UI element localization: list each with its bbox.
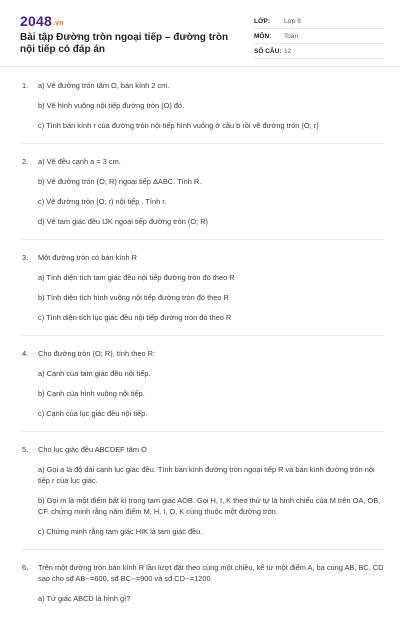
question-item	[22, 348, 384, 432]
question-number: 5.	[22, 445, 29, 454]
question-part: b) Gọi m là một điểm bất kì trong tam giác AOB. Gọi H, I, K theo thứ tự là hình chiếu của M trên OA, OB, CF. chứng minh rằng năm điểm M, H, I, O, K cùng thuộc một đường tròn.	[38, 496, 381, 516]
question-part: a) Gọi a là độ dài cạnh lục giác đều. Tính bán kính đường tròn ngoại tiếp R và bán kính đường tròn nội tiếp r của lục giác.	[38, 465, 375, 485]
meta-key: SỐ CÂU:	[254, 47, 282, 55]
meta-value: Toán	[284, 32, 299, 40]
meta-key: MÔN:	[254, 32, 272, 40]
question-part: c) Vẽ đường tròn (O; r) nội tiếp . Tính r.	[38, 197, 167, 206]
question-part: c) Chứng minh rằng tam giác HIK là tam giác đều.	[38, 527, 203, 536]
meta-row-subject	[254, 29, 384, 44]
meta-row-count	[254, 44, 384, 59]
question-text: Cho lục giác đều ABCDEF tâm O	[38, 445, 147, 454]
question-list	[22, 80, 384, 628]
meta-table	[254, 14, 384, 59]
question-part: a) Vẽ đều cạnh a = 3 cm.	[38, 157, 121, 166]
meta-row-class	[254, 14, 384, 29]
question-part: a) Vẽ đường tròn tâm O, bán kính 2 cm.	[38, 81, 170, 90]
question-item	[22, 156, 384, 240]
question-part: b) Cạnh của hình vuông nội tiếp.	[38, 389, 145, 398]
question-number: 3.	[22, 253, 29, 262]
meta-value: Lớp 9	[284, 17, 301, 25]
question-number: 2.	[22, 157, 29, 166]
question-text: Trên một đường tròn bán kính R lần lượt đặt theo cùng một chiều, kể từ một điểm A, ba cung AB, BC, CD sao cho sđ AB⌢=600, sđ BC⌢=900 và sđ CD⌢=1200	[38, 563, 384, 583]
meta-value: 12	[284, 47, 292, 55]
question-item	[22, 562, 384, 616]
question-part: b) Tính diện tích hình vuông nội tiếp đường tròn đó theo R	[38, 293, 229, 302]
question-part: c) Tính diện tích lục giác đều nội tiếp đường tròn đó theo R	[38, 313, 232, 322]
question-item	[22, 252, 384, 336]
question-part: c) Tính bán kính r của đường tròn nội tiếp hình vuông ở câu b rồi vẽ đường tròn (O; r)	[38, 121, 319, 130]
question-text: Cho đường tròn (O; R), tính theo R:	[38, 349, 156, 358]
question-text: Một đường tròn có bán kính R	[38, 253, 137, 262]
question-item	[22, 80, 384, 144]
question-part: b) Vẽ đường tròn (O; R) ngoại tiếp ΔABC. Tính R.	[38, 177, 202, 186]
question-part: a) Tứ giác ABCD là hình gì?	[38, 594, 131, 603]
question-part: a) Cạnh của tam giác đều nội tiếp.	[38, 369, 151, 378]
question-part: a) Tính diện tích tam giác đều nội tiếp đường tròn đó theo R	[38, 273, 235, 282]
page-title: Bài tập Đường tròn ngoại tiếp – đường tròn nội tiếp có đáp án	[20, 32, 229, 55]
question-number: 1.	[22, 81, 29, 90]
page-header	[0, 0, 400, 67]
question-number: 4.	[22, 349, 29, 358]
question-part: c) Cạnh của lục giác đều nội tiếp.	[38, 409, 148, 418]
site-logo[interactable]: 2048.vn	[20, 13, 64, 29]
question-item	[22, 444, 384, 550]
question-number: 6.	[22, 563, 29, 572]
question-part: d) Vẽ tam giác đều IJK ngoại tiếp đường tròn (O; R)	[38, 217, 209, 226]
question-part: b) Vẽ hình vuông nội tiếp đường tròn (O) đó.	[38, 101, 185, 110]
meta-key: LỚP:	[254, 17, 271, 25]
